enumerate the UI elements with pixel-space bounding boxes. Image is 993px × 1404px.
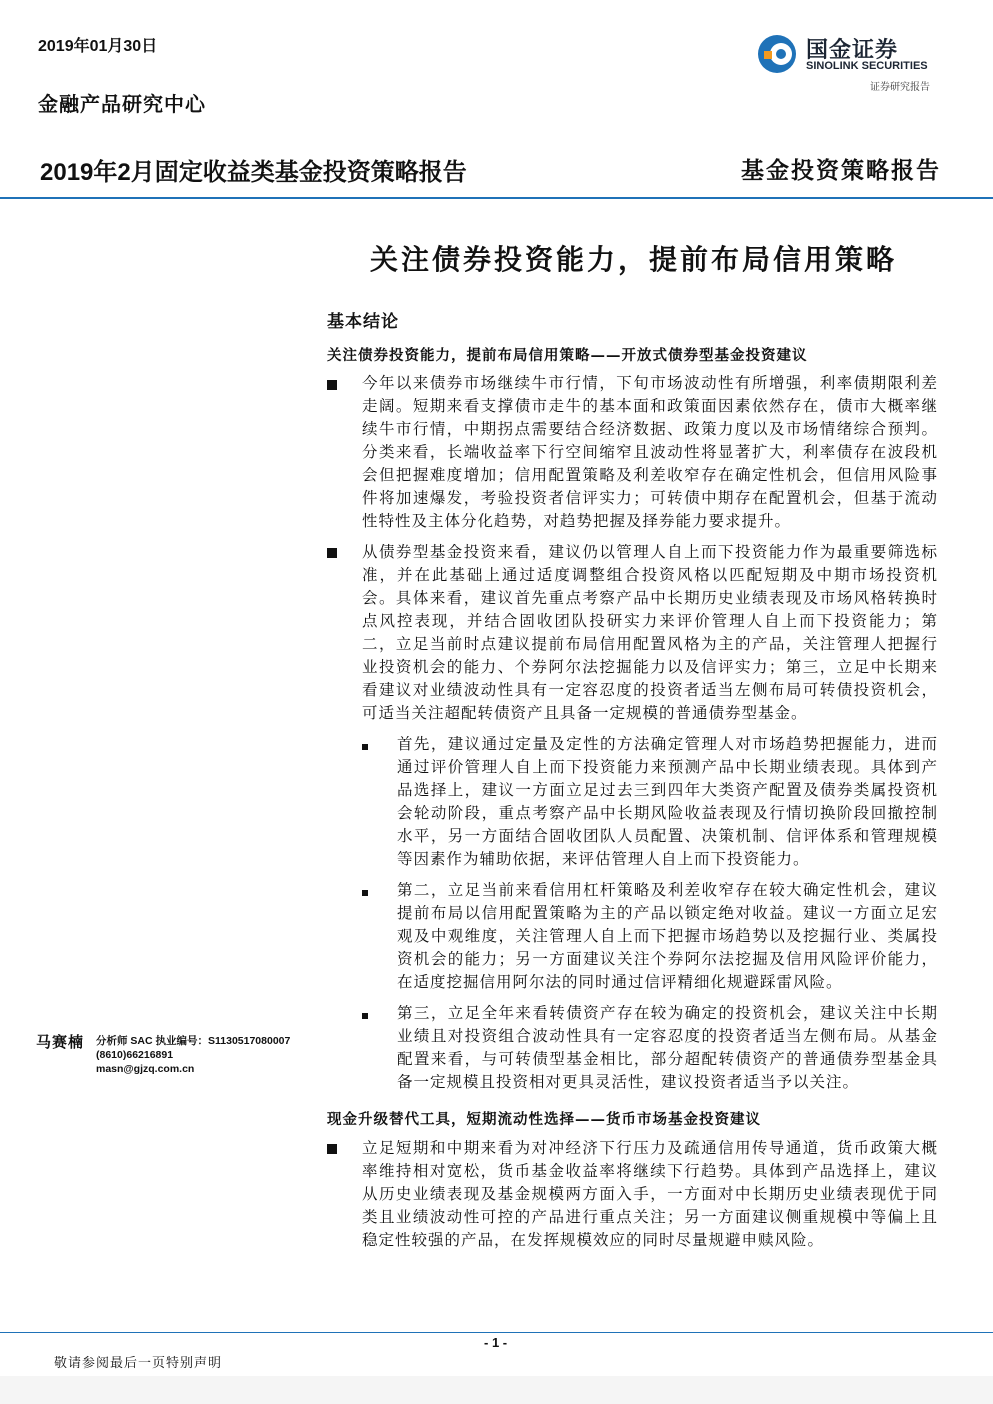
sinolink-logo (756, 30, 946, 92)
author-sac-id: 分析师 SAC 执业编号：S1130517080007 (96, 1035, 291, 1047)
page-number: - 1 - (484, 1335, 508, 1350)
research-center: 金融产品研究中心 (38, 92, 206, 116)
sub-bullet-icon (362, 1013, 368, 1019)
section-heading: 基本结论 (327, 312, 399, 332)
sub-bullet-icon (362, 890, 368, 896)
report-type: 基金投资策略报告 (741, 157, 941, 184)
logo-subtitle: 证券研究报告 (870, 82, 930, 93)
author-phone: (8610)66216891 (96, 1049, 174, 1061)
author-email[interactable]: masn@gjzq.com.cn (96, 1063, 195, 1075)
author-info (96, 1034, 290, 1076)
logo-mark-icon (756, 33, 798, 75)
paragraph-first-point: 首先，建议通过定量及定性的方法确定管理人对市场趋势把握能力，进而通过评价管理人自上而下投资能力来预测产品中长期业绩表现。具体到产品选择上，建议一方面立足过去三到四年大类资产配置及债券类属投资机会轮动阶段，重点考察产品中长期风险收益表现及行情切换阶段回撤控制水平，另一方面结合固收团队人员配置、决策机制、信评体系和管理规模等因素作为辅助依据，来评估管理人自上而下投资能力。 (397, 735, 938, 868)
paragraph-market-outlook: 今年以来债券市场继续牛市行情，下旬市场波动性有所增强，利率债期限利差走阔。短期来看支撑债市走牛的基本面和政策面因素依然存在，债市大概率继续牛市行情，中期拐点需要结合经济数据、政策力度以及市场情绪综合预判。分类来看，长端收益率下行空间缩窄且波动性将显著扩大，利率债存在波段机会但把握难度增加；信用配置策略及利差收窄存在确定性机会，但信用风险事件将加速爆发，考验投资者信评实力；可转债中期存在配置机会，但基于流动性特性及主体分化趋势，对趋势把握及择券能力要求提升。 (362, 374, 938, 530)
sub-bullet-icon (362, 744, 368, 750)
header-divider (0, 197, 993, 199)
footer-divider (0, 1332, 993, 1333)
paragraph-third-point: 第三，立足全年来看转债资产存在较为确定的投资机会，建议关注中长期业绩且对投资组合波动性具有一定容忍度的投资者适当左侧布局。从基金配置来看，与可转债型基金相比，部分超配转债资产的普通债券型基金具备一定规模且投资相对更具灵活性，建议投资者适当予以关注。 (397, 1004, 938, 1091)
footer-disclaimer: 敬请参阅最后一页特别声明 (54, 1356, 223, 1371)
author-name: 马赛楠 (36, 1033, 85, 1051)
bullet-icon (327, 1144, 337, 1154)
paragraph-second-point: 第二，立足当前来看信用杠杆策略及利差收窄存在较大确定性机会，建议提前布局以信用配置策略为主的产品以锁定绝对收益。建议一方面立足宏观及中观维度，关注管理人自上而下把握市场趋势以及挖掘行业、类属投资机会的能力；另一方面建议关注个券阿尔法挖掘及信用风险评价能力，在适度挖掘信用阿尔法的同时通过信评精细化规避踩雷风险。 (397, 881, 938, 991)
report-title: 2019年2月固定收益类基金投资策略报告 (40, 159, 467, 186)
main-title: 关注债券投资能力，提前布局信用策略 (370, 243, 898, 276)
paragraph-money-market: 立足短期和中期来看为对冲经济下行压力及疏通信用传导通道，货币政策大概率维持相对宽松，货币基金收益率将继续下行趋势。具体到产品选择上，建议从历史业绩表现及基金规模两方面入手，一方面对中长期历史业绩表现优于同类且业绩波动性可控的产品进行重点关注；另一方面建议侧重规模中等偏上且稳定性较强的产品，在发挥规模效应的同时尽量规避申赎风险。 (362, 1139, 938, 1249)
footer-band (0, 1376, 993, 1404)
paragraph-bond-fund-selection: 从债券型基金投资来看，建议仍以管理人自上而下投资能力作为最重要筛选标准，并在此基础上通过适度调整组合投资风格以匹配短期及中期市场投资机会。具体来看，建议首先重点考察产品中长期历史业绩表现及市场风格转换时点风控表现，并结合固收团队投研实力来评价管理人自上而下投资能力；第二，立足当前时点建议提前布局信用配置风格为主的产品，关注管理人把握行业投资机会的能力、个券阿尔法挖掘能力以及信评实力；第三，立足中长期来看建议对业绩波动性具有一定容忍度的投资者适当左侧布局可转债投资机会，可适当关注超配转债资产且具备一定规模的普通债券型基金。 (362, 543, 938, 722)
logo-cn: 国金证券 (806, 37, 899, 62)
subheading-money-market: 现金升级替代工具，短期流动性选择——货币市场基金投资建议 (327, 1111, 761, 1128)
report-date: 2019年01月30日 (38, 38, 158, 55)
logo-en: SINOLINK SECURITIES (806, 60, 928, 72)
bullet-icon (327, 548, 337, 558)
bullet-icon (327, 380, 337, 390)
subheading-bond-funds: 关注债券投资能力，提前布局信用策略——开放式债券型基金投资建议 (327, 347, 808, 364)
